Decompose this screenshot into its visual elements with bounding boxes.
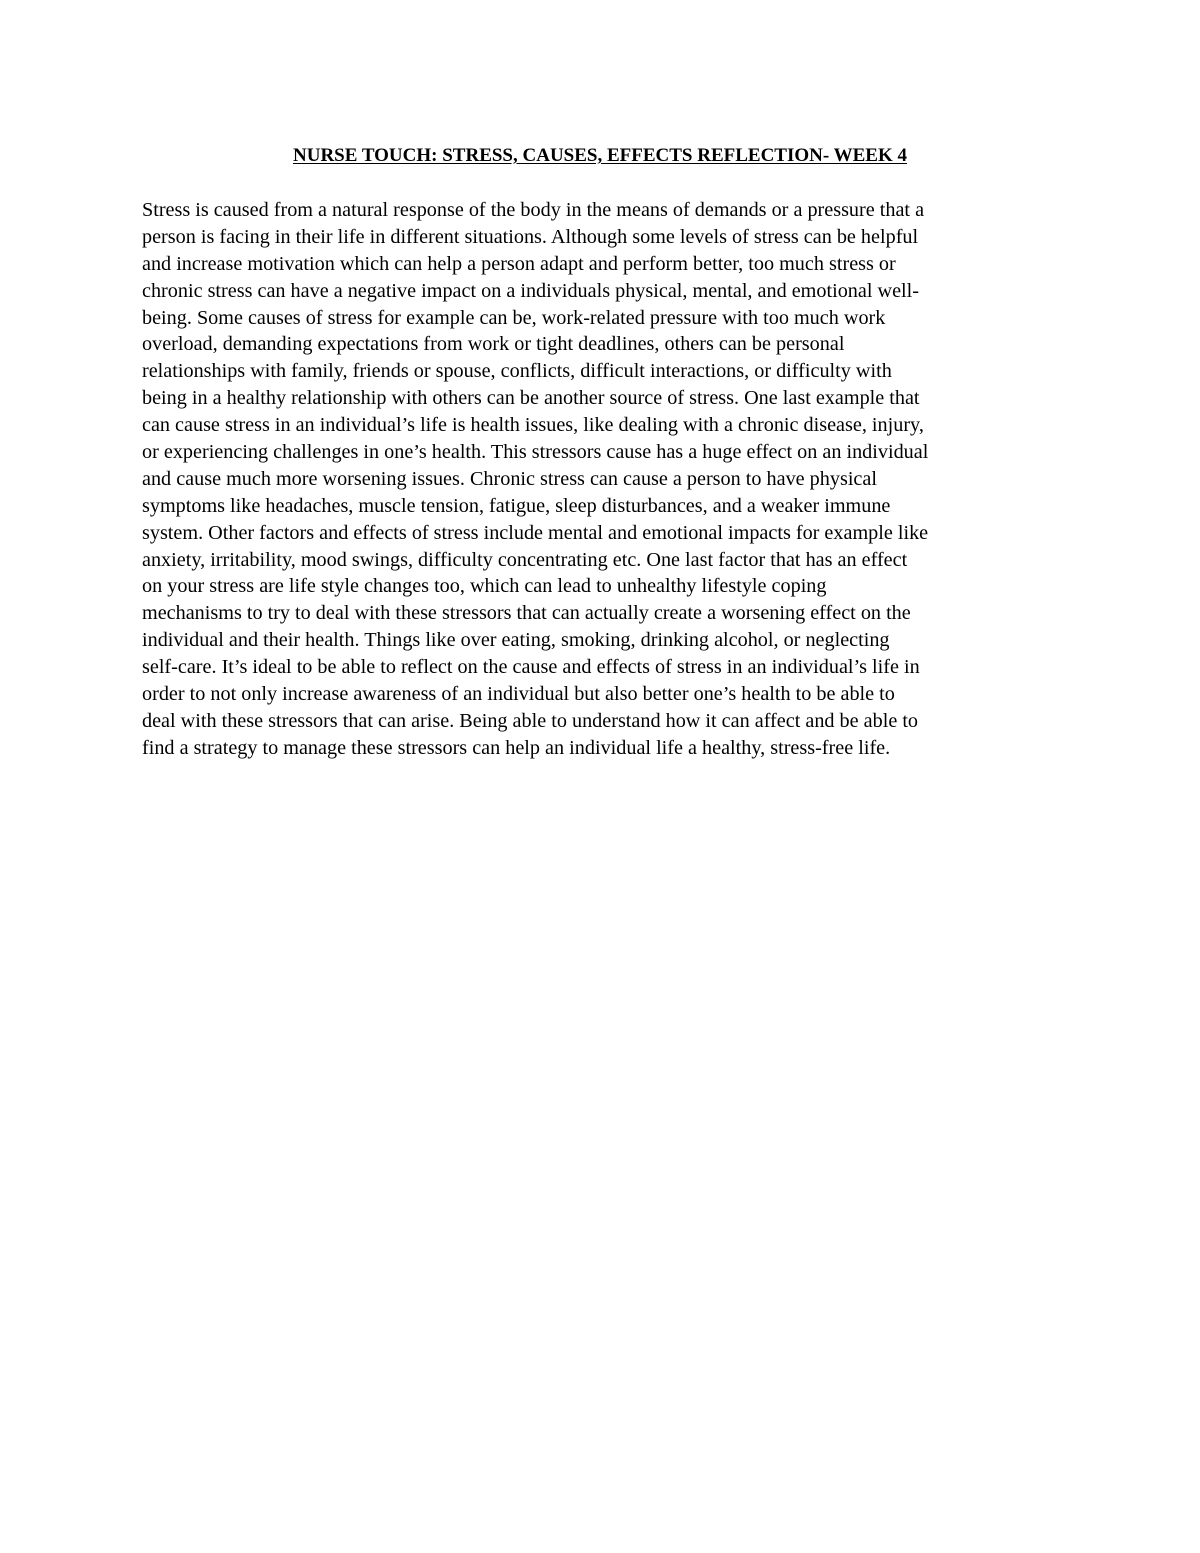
body-line: or experiencing challenges in one’s health. This stressors cause has a huge effect on an individual — [142, 441, 929, 464]
body-line: system. Other factors and effects of stress include mental and emotional impacts for example like — [142, 521, 929, 544]
body-line: being in a healthy relationship with others can be another source of stress. One last example that — [142, 387, 920, 410]
body-line: order to not only increase awareness of an individual but also better one’s health to be able to — [142, 683, 895, 706]
body-line: overload, demanding expectations from work or tight deadlines, others can be personal — [142, 333, 845, 356]
body-line: person is facing in their life in different situations. Although some levels of stress can be helpful — [142, 225, 919, 248]
body-line: chronic stress can have a negative impact on a individuals physical, mental, and emotional well- — [142, 279, 919, 302]
body-line: and cause much more worsening issues. Chronic stress can cause a person to have physical — [142, 467, 877, 490]
body-line: individual and their health. Things like over eating, smoking, drinking alcohol, or neglecting — [142, 629, 890, 652]
body-line: anxiety, irritability, mood swings, difficulty concentrating etc. One last factor that has an effect — [142, 548, 908, 571]
body-line: Stress is caused from a natural response of the body in the means of demands or a pressure that a — [142, 199, 925, 221]
body-line: symptoms like headaches, muscle tension, fatigue, sleep disturbances, and a weaker immune — [142, 494, 891, 517]
body-line: and increase motivation which can help a person adapt and perform better, too much stress or — [142, 252, 896, 275]
body-line: being. Some causes of stress for example can be, work-related pressure with too much work — [142, 306, 886, 329]
body-line: self-care. It’s ideal to be able to reflect on the cause and effects of stress in an individual’s life in — [142, 656, 920, 679]
body-line: can cause stress in an individual’s life is health issues, like dealing with a chronic disease, injury, — [142, 414, 924, 437]
document-title: NURSE TOUCH: STRESS, CAUSES, EFFECTS REFLECTION- WEEK 4 — [293, 145, 907, 166]
document-body — [142, 197, 1058, 762]
body-line: mechanisms to try to deal with these stressors that can actually create a worsening effect on the — [142, 602, 911, 625]
body-line: find a strategy to manage these stressors can help an individual life a healthy, stress-free life. — [142, 736, 891, 759]
body-line: relationships with family, friends or spouse, conflicts, difficult interactions, or difficulty with — [142, 360, 892, 383]
body-line: deal with these stressors that can arise. Being able to understand how it can affect and be able to — [142, 709, 919, 732]
body-line: on your stress are life style changes too, which can lead to unhealthy lifestyle coping — [142, 575, 827, 598]
